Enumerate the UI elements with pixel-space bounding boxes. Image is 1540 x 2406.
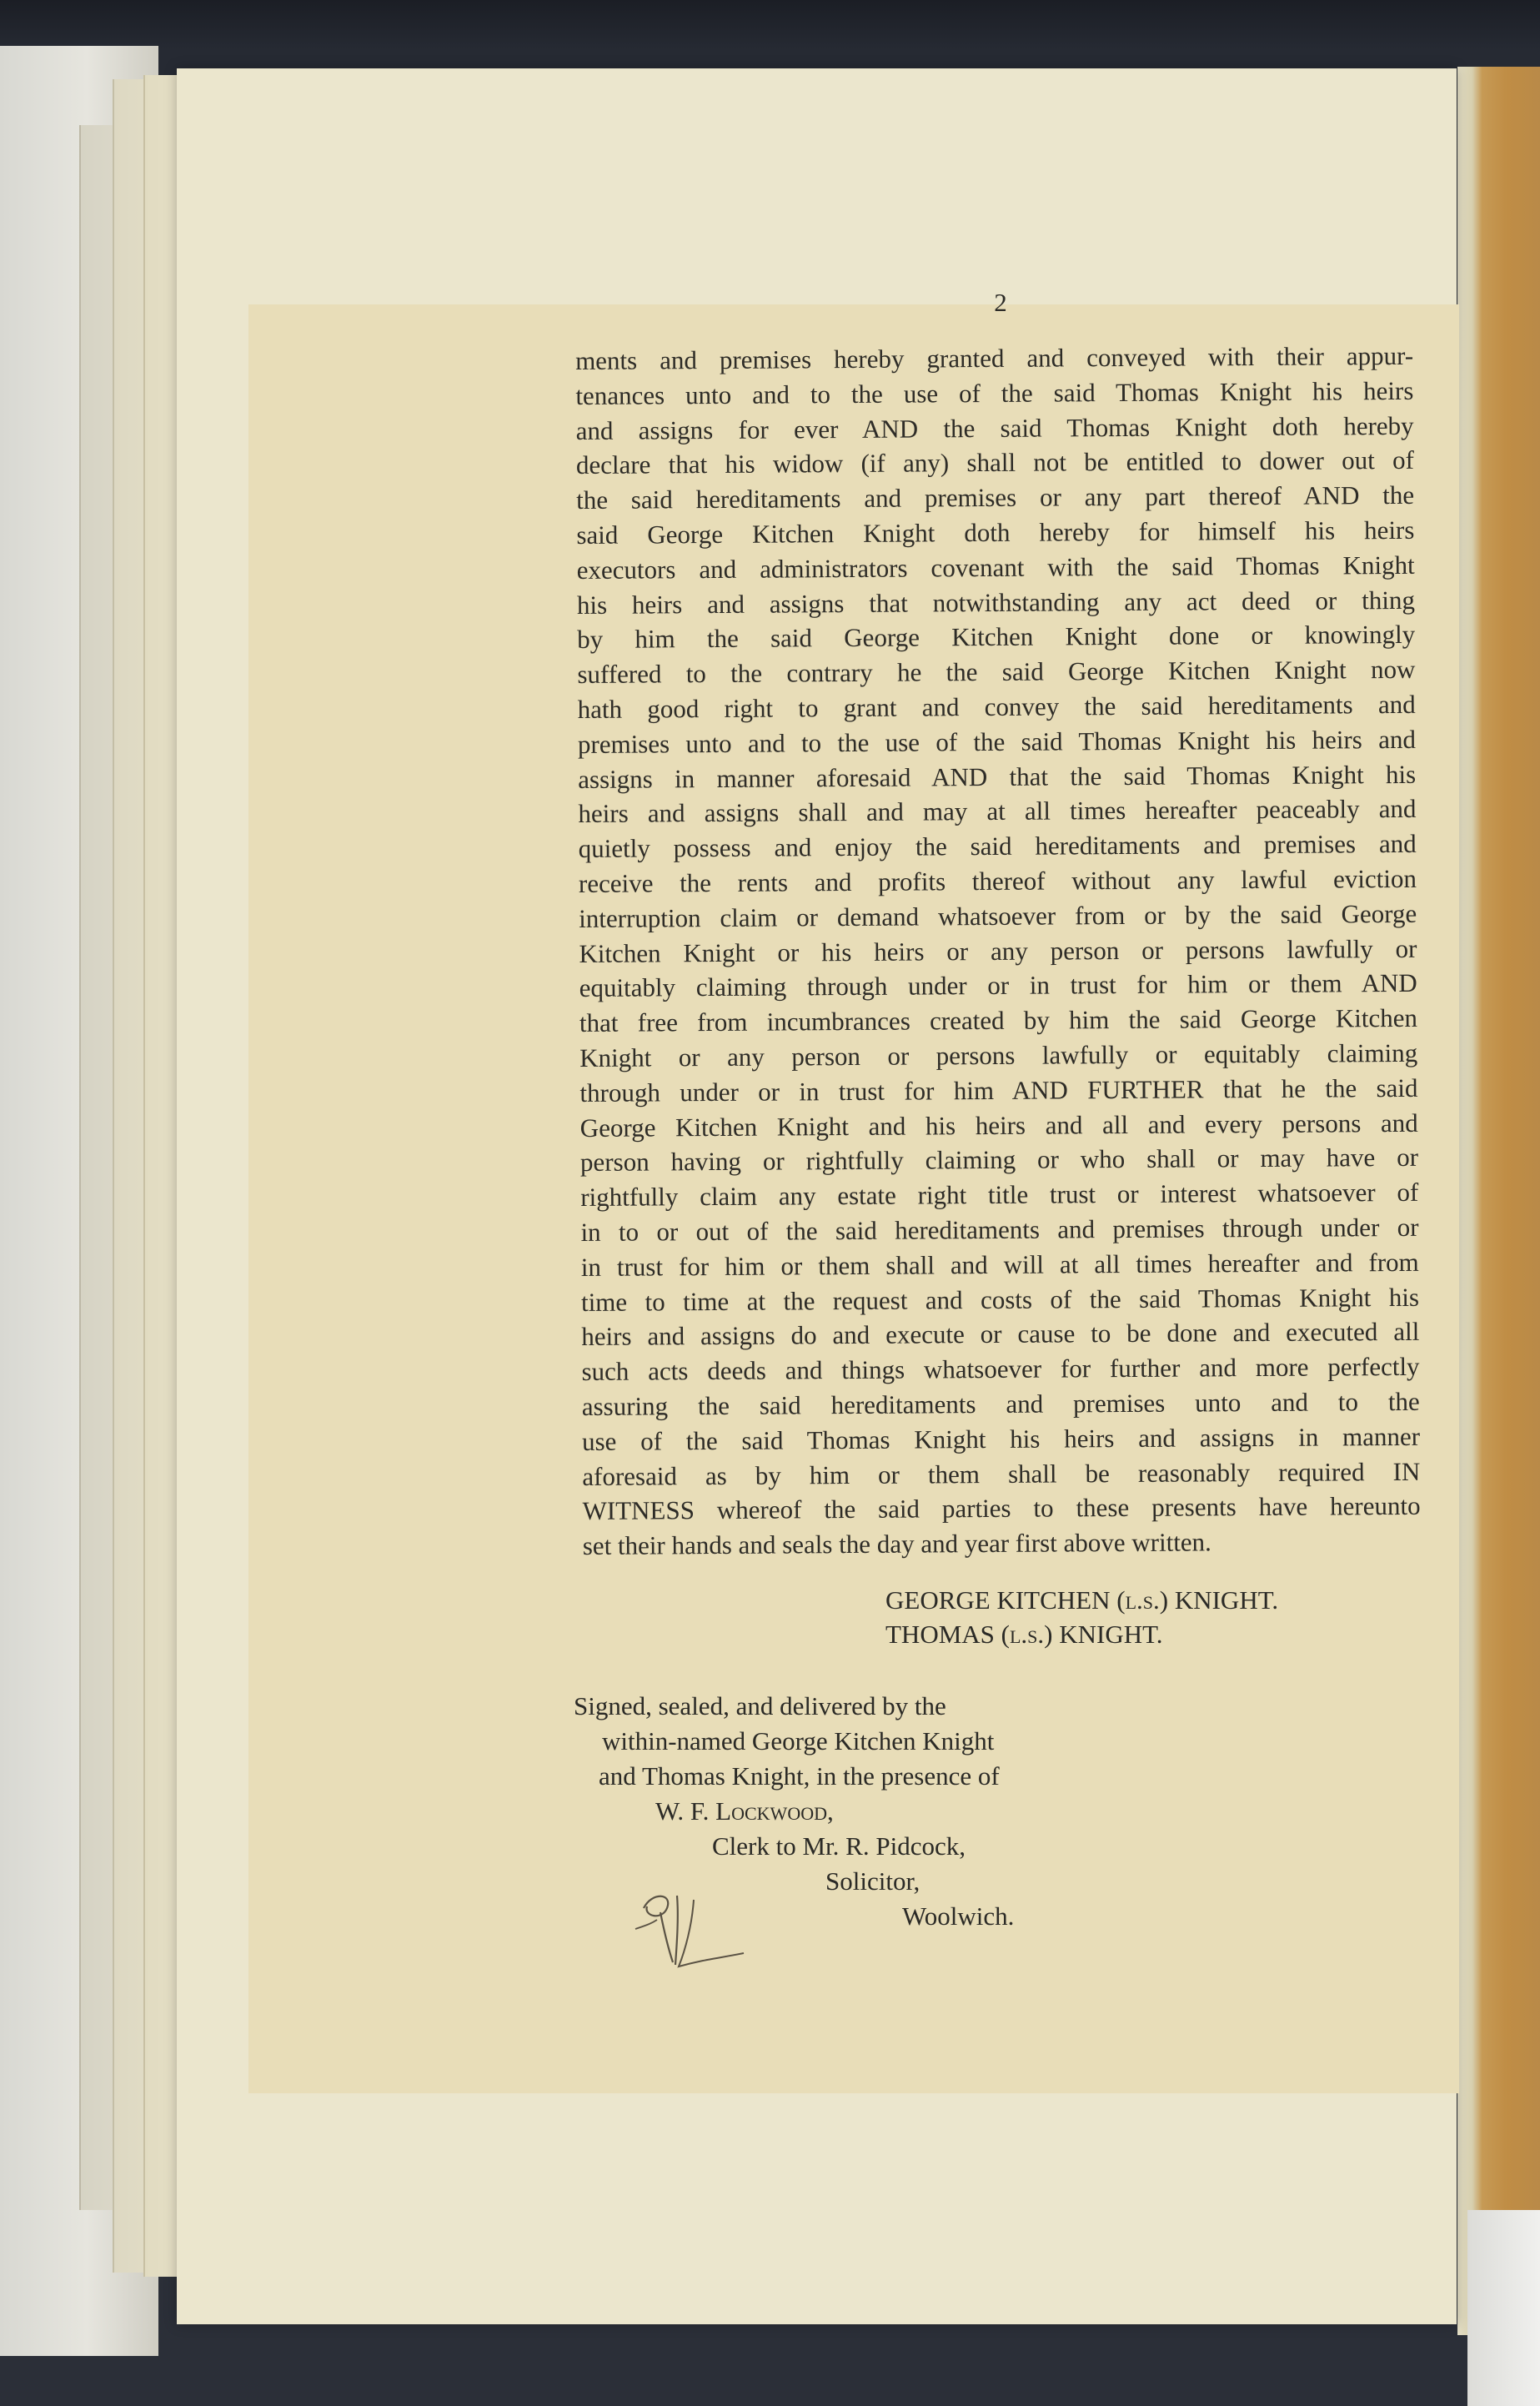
text-line: set their hands and seals the day and year first above written. <box>582 1527 1211 1561</box>
signatory-name: THOMAS <box>885 1620 995 1649</box>
text-line: and assigns for ever AND the said Thomas Knight doth hereby <box>575 410 1414 445</box>
witness-title: Solicitor, <box>825 1866 920 1896</box>
attestation-line: and Thomas Knight, in the presence of <box>599 1761 1000 1791</box>
right-page-edge-white <box>1467 2210 1540 2406</box>
text-line: heirs and assigns shall and may at all times hereafter peaceably and <box>578 794 1417 829</box>
deed-body-text <box>575 339 1421 1564</box>
text-line: Knight or any person or persons lawfully or equitably claiming <box>579 1037 1418 1072</box>
text-line: in trust for him or them shall and will at all times hereafter and from <box>580 1247 1419 1282</box>
text-line: through under or in trust for him AND FURTHER that he the said <box>579 1072 1418 1108</box>
text-line: quietly possess and enjoy the said hereditaments and premises and <box>578 829 1417 864</box>
signature-block <box>885 1583 1386 1651</box>
text-line: George Kitchen Knight and his heirs and all and every persons and <box>579 1108 1418 1143</box>
witness-role: Clerk to Mr. R. Pidcock, <box>712 1831 966 1861</box>
signatory-surname: KNIGHT. <box>1174 1585 1279 1615</box>
text-line: interruption claim or demand whatsoever from or by the said George <box>579 898 1417 933</box>
seal-mark: (l.s.) <box>1116 1585 1169 1615</box>
text-line: hath good right to grant and convey the said hereditaments and <box>577 689 1416 724</box>
signature-george-kitchen-knight <box>885 1583 1386 1617</box>
attestation-line: Signed, sealed, and delivered by the <box>574 1691 946 1720</box>
handwritten-initials-icon <box>627 1883 752 1975</box>
text-line: suffered to the contrary he the said George Kitchen Knight now <box>577 655 1416 690</box>
text-line: heirs and assigns do and execute or cause to be done and executed all <box>581 1317 1420 1352</box>
text-line: tenances unto and to the use of the said Thomas Knight his heirs <box>575 375 1414 410</box>
text-line: premises unto and to the use of the said Thomas Knight his heirs and <box>577 724 1417 759</box>
text-line: executors and administrators covenant with the said Thomas Knight <box>576 550 1415 585</box>
witness-place: Woolwich. <box>902 1901 1015 1931</box>
page-number: 2 <box>994 288 1007 317</box>
text-line: use of the said Thomas Knight his heirs and assigns in manner <box>581 1421 1421 1456</box>
text-line: WITNESS whereof the said parties to these presents have hereunto <box>582 1491 1421 1526</box>
text-line: such acts deeds and things whatsoever for further and more perfectly <box>581 1351 1420 1387</box>
witness-name: W. F. Lockwood, <box>655 1796 834 1826</box>
text-line: receive the rents and profits thereof without any lawful eviction <box>578 863 1417 898</box>
text-line: that free from incumbrances created by him the said George Kitchen <box>579 1002 1418 1038</box>
text-line: rightfully claim any estate right title trust or interest whatsoever of <box>580 1177 1419 1213</box>
seal-mark: (l.s.) <box>1001 1620 1053 1649</box>
text-line: his heirs and assigns that notwithstanding any act deed or thing <box>576 585 1416 620</box>
text-line: assigns in manner aforesaid AND that the said Thomas Knight his <box>578 759 1417 794</box>
text-line: assuring the said hereditaments and premises unto and to the <box>581 1386 1420 1421</box>
text-line: by him the said George Kitchen Knight done or knowingly <box>577 620 1416 655</box>
text-line: Kitchen Knight or his heirs or any person or persons lawfully or <box>579 933 1417 968</box>
right-page-edge <box>1457 67 1540 2335</box>
signature-thomas-knight <box>885 1617 1386 1651</box>
text-line: said George Kitchen Knight doth hereby for himself his heirs <box>576 515 1415 550</box>
text-line: person having or rightfully claiming or who shall or may have or <box>579 1143 1419 1178</box>
text-line: aforesaid as by him or them shall be reasonably required IN <box>582 1456 1421 1491</box>
text-line: time to time at the request and costs of the said Thomas Knight his <box>580 1282 1420 1317</box>
text-line: in to or out of the said hereditaments and premises through under or <box>580 1212 1419 1247</box>
text-line: equitably claiming through under or in trust for him or them AND <box>579 968 1417 1003</box>
text-line: declare that his widow (if any) shall not be entitled to dower out of <box>575 445 1414 480</box>
attestation-line: within-named George Kitchen Knight <box>602 1726 995 1756</box>
text-line: the said hereditaments and premises or any part thereof AND the <box>576 480 1415 515</box>
signatory-surname: KNIGHT. <box>1059 1620 1163 1649</box>
signatory-name: GEORGE KITCHEN <box>885 1585 1111 1615</box>
text-line: ments and premises hereby granted and conveyed with their appur- <box>575 340 1414 375</box>
